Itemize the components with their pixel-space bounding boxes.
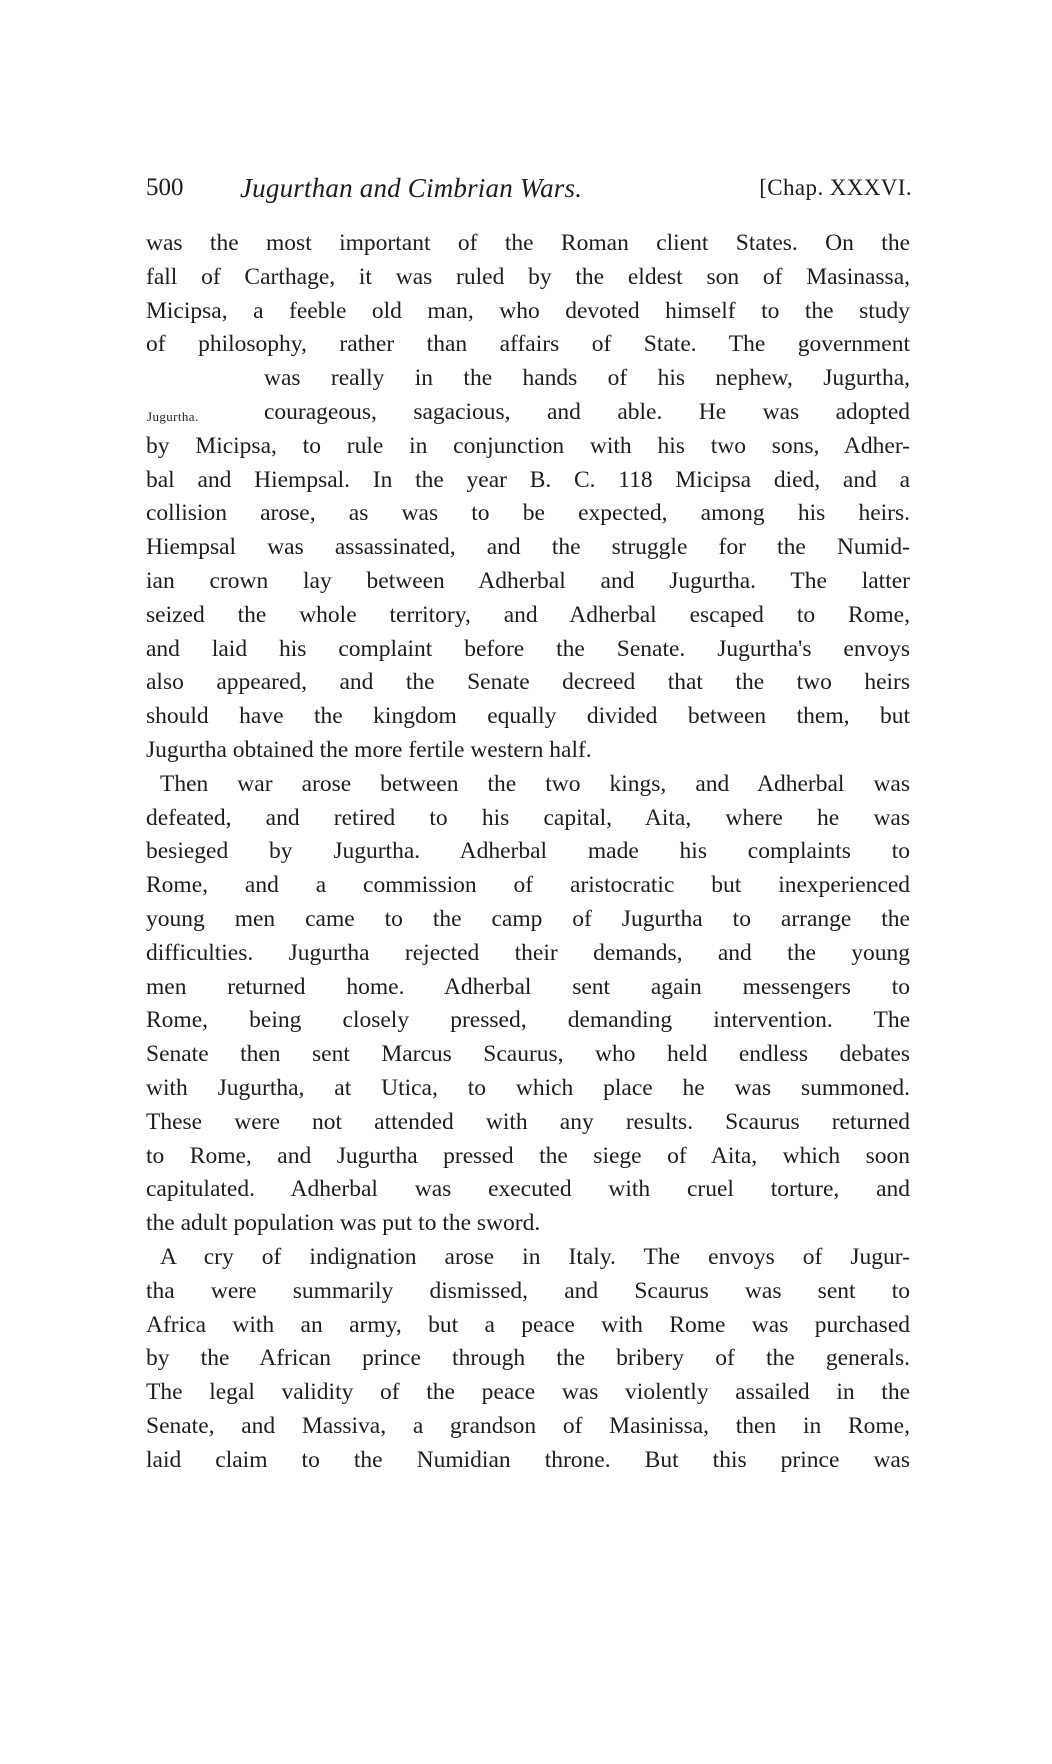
text-line: bal and Hiempsal. In the year B. C. 118 Micipsa died, and a (146, 466, 910, 493)
text-line: Jugurtha obtained the more fertile western half. (146, 736, 592, 763)
text-line: to Rome, and Jugurtha pressed the siege of Aita, which soon (146, 1142, 910, 1169)
text-line: laid claim to the Numidian throne. But this prince was (146, 1446, 910, 1473)
text-line: collision arose, as was to be expected, among his heirs. (146, 500, 910, 527)
text-line: tha were summarily dismissed, and Scaurus was sent to (146, 1277, 910, 1304)
text-line: men returned home. Adherbal sent again messengers to (146, 973, 910, 1000)
text-line: The legal validity of the peace was violently assailed in the (146, 1379, 910, 1406)
text-line: A cry of indignation arose in Italy. The envoys of Jugur- (160, 1243, 910, 1270)
text-line: with Jugurtha, at Utica, to which place he was summoned. (146, 1074, 910, 1101)
text-line: fall of Carthage, it was ruled by the eldest son of Masinassa, (146, 263, 910, 290)
text-line: Senate then sent Marcus Scaurus, who held endless debates (146, 1041, 910, 1068)
text-line: Senate, and Massiva, a grandson of Masinissa, then in Rome, (146, 1412, 910, 1439)
text-line: should have the kingdom equally divided between them, but (146, 703, 910, 730)
text-line: besieged by Jugurtha. Adherbal made his complaints to (146, 838, 910, 865)
text-line: of philosophy, rather than affairs of State. The government (146, 331, 910, 358)
text-line: by Micipsa, to rule in conjunction with his two sons, Adher- (146, 432, 910, 459)
body-text (146, 227, 910, 1707)
text-line: difficulties. Jugurtha rejected their demands, and the young (146, 939, 910, 966)
text-line: Africa with an army, but a peace with Rome was purchased (146, 1311, 910, 1338)
chapter-label: [Chap. XXXVI. (759, 175, 912, 200)
text-line: ian crown lay between Adherbal and Jugurtha. The latter (146, 567, 910, 594)
text-line: capitulated. Adherbal was executed with cruel torture, and (146, 1176, 910, 1203)
text-line: was the most important of the Roman client States. On the (146, 230, 910, 256)
text-line: Hiempsal was assassinated, and the struggle for the Numid- (146, 534, 910, 561)
text-line: was really in the hands of his nephew, Jugurtha, (264, 365, 910, 392)
text-line: courageous, sagacious, and able. He was adopted (264, 398, 910, 425)
text-line: seized the whole territory, and Adherbal escaped to Rome, (146, 601, 910, 628)
text-line: Rome, being closely pressed, demanding intervention. The (146, 1007, 910, 1034)
text-line: by the African prince through the bribery of the generals. (146, 1345, 910, 1372)
page-number: 500 (146, 174, 184, 201)
text-line: Then war arose between the two kings, and Adherbal was (160, 770, 910, 797)
text-line: the adult population was put to the sword. (146, 1210, 541, 1237)
text-line: Micipsa, a feeble old man, who devoted himself to the study (146, 297, 910, 324)
text-line: also appeared, and the Senate decreed that the two heirs (146, 669, 910, 696)
text-line: young men came to the camp of Jugurtha to arrange the (146, 905, 910, 932)
text-line: defeated, and retired to his capital, Aita, where he was (146, 804, 910, 831)
margin-note: Jugurtha. (147, 409, 199, 424)
page-header (146, 168, 912, 208)
running-title: Jugurthan and Cimbrian Wars. (240, 173, 583, 203)
text-line: and laid his complaint before the Senate. Jugurtha's envoys (146, 635, 910, 662)
text-line: Rome, and a commission of aristocratic but inexperienced (146, 872, 910, 899)
text-line: These were not attended with any results. Scaurus returned (146, 1108, 910, 1135)
